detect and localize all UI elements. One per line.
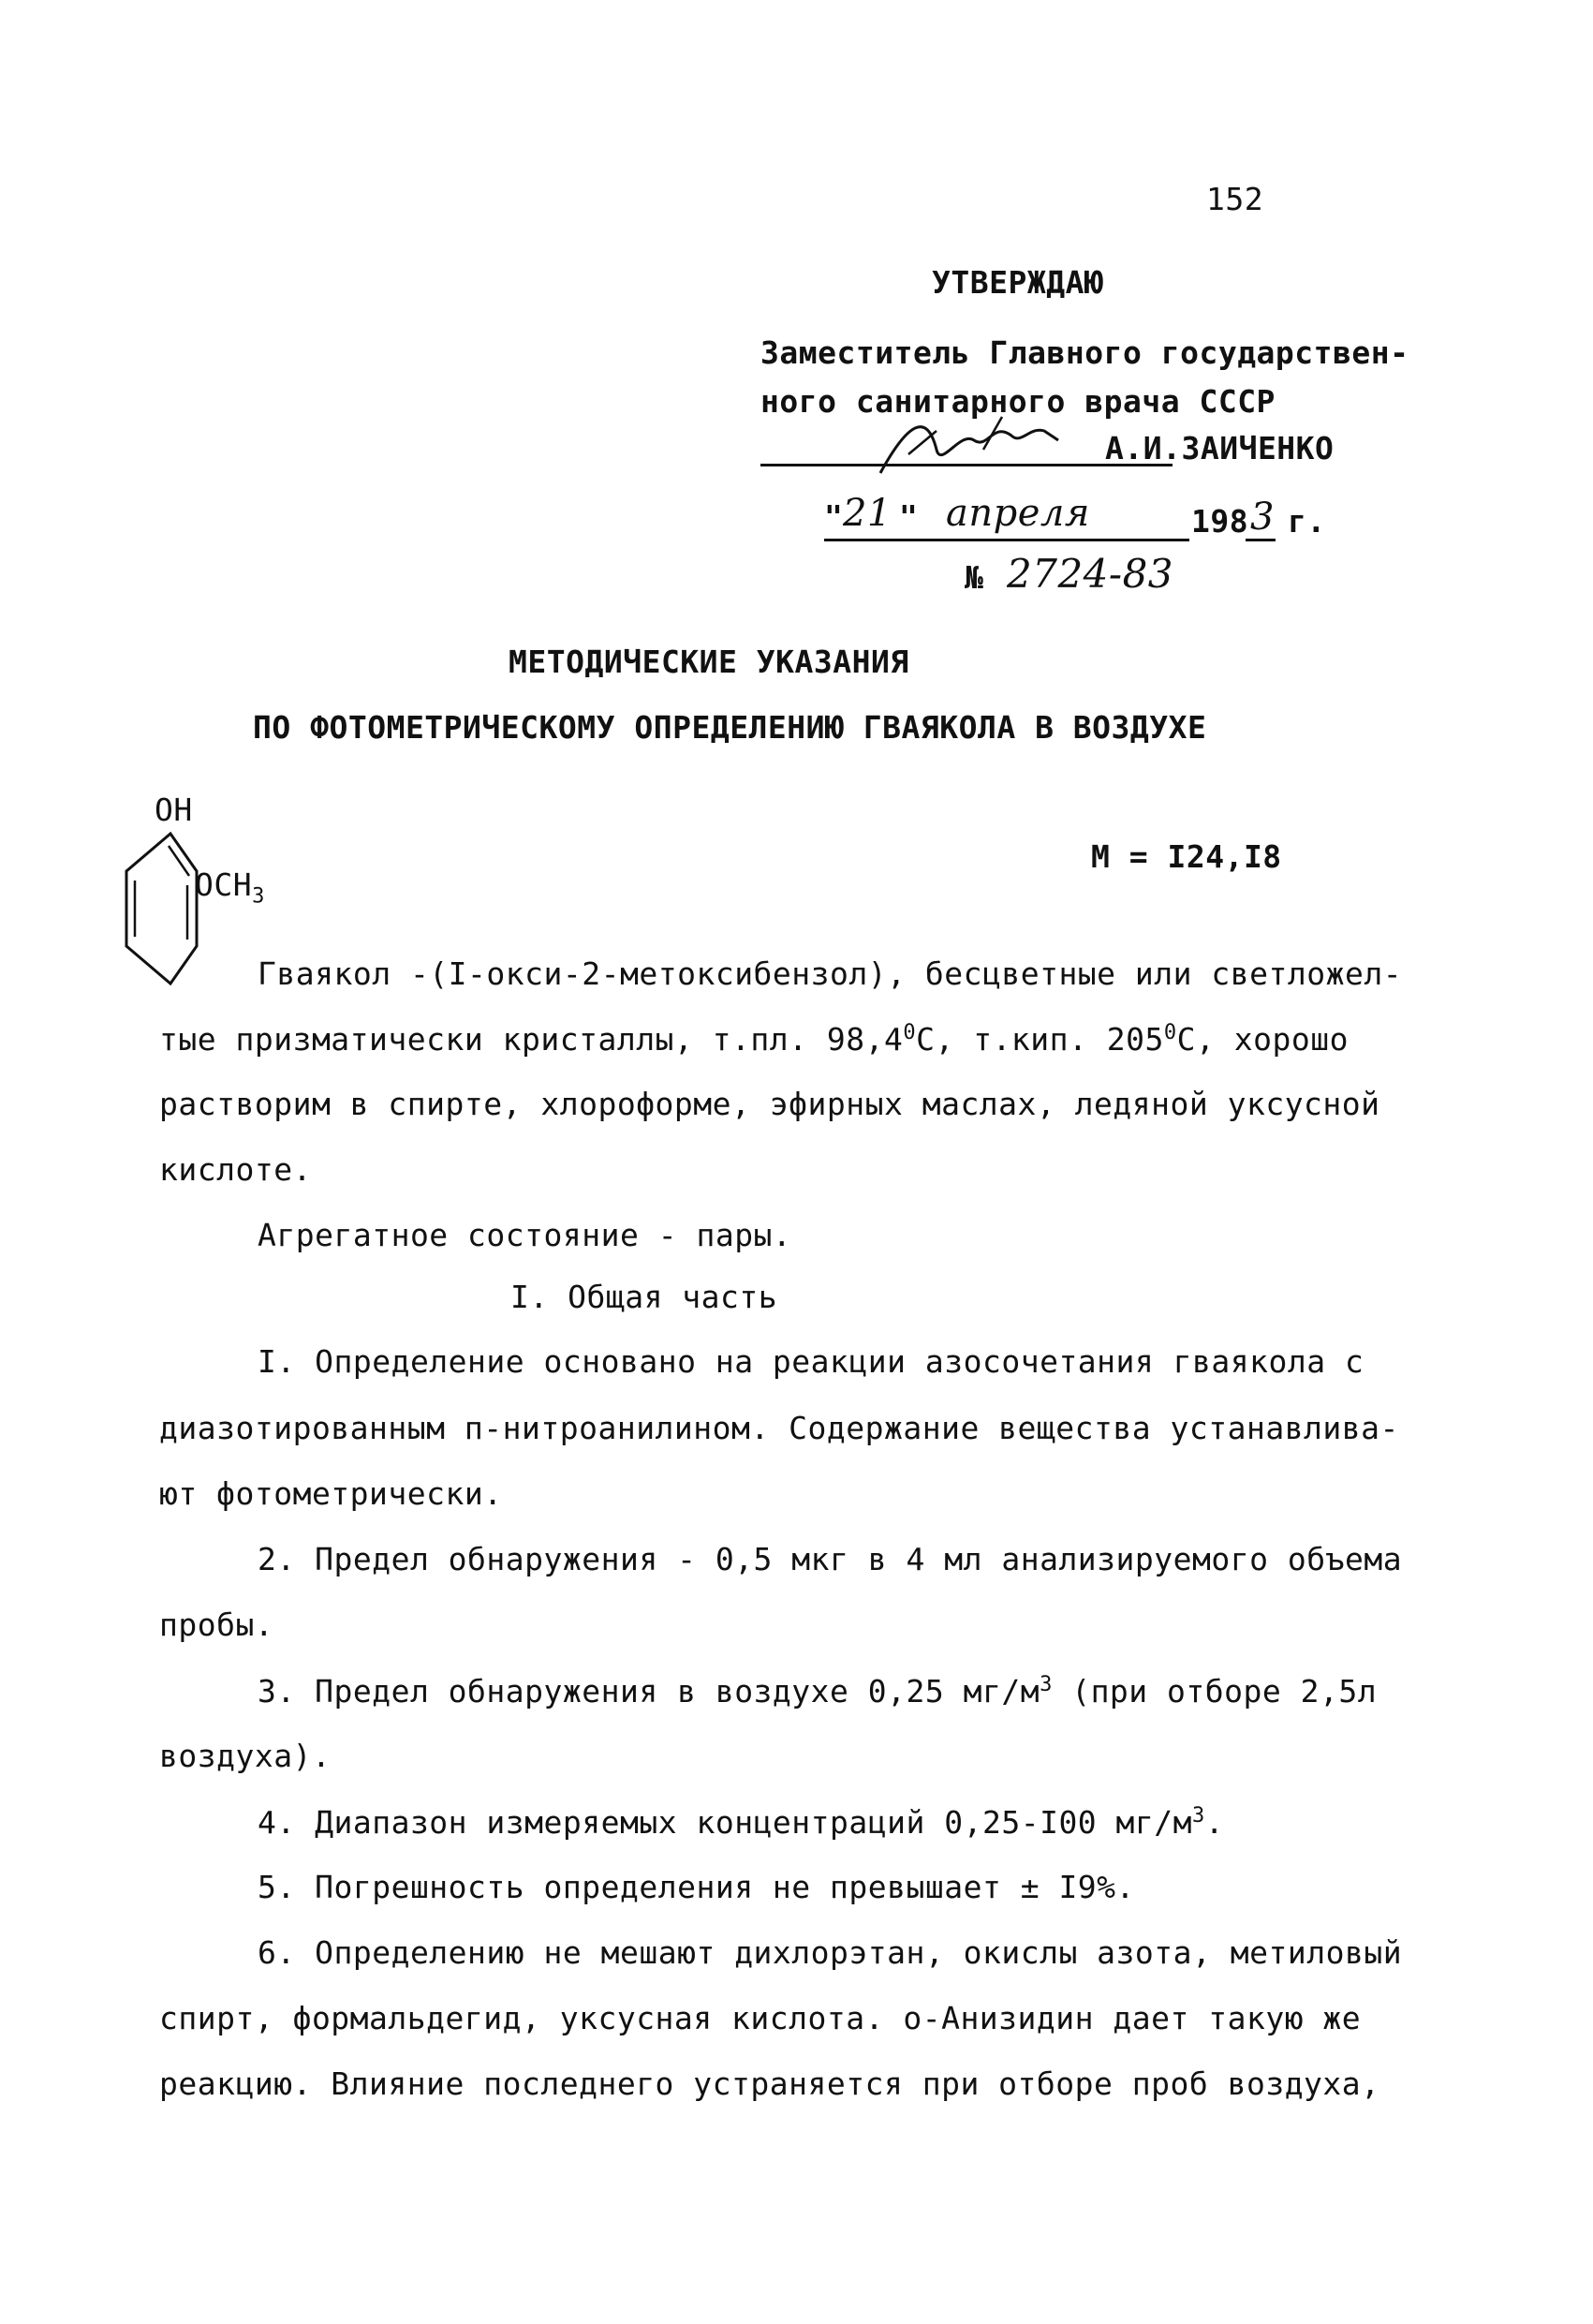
para1-line3: ют фотометрически. [159,1475,503,1512]
number-value: 2724-83 [1007,551,1174,597]
para6-line3: реакцию. Влияние последнего устраняется при отборе проб воздуха, [159,2065,1380,2102]
doc-title-line1: МЕТОДИЧЕСКИЕ УКАЗАНИЯ [509,644,909,680]
description-line1: Гваякол -(I-окси-2-метоксибензол), бесцветные или светложел- [258,955,1403,992]
description-line4: кислоте. [159,1151,312,1188]
date-line [824,539,1189,541]
para1-line2: диазотированным п-нитроанилином. Содержание вещества устанавлива- [159,1410,1399,1446]
para6-line2: спирт, формальдегид, уксусная кислота. о-Анизидин дает такую же [159,2000,1362,2036]
para4: 4. Диапазон измеряемых концентраций 0,25-I00 $мг/м^3$. [258,1804,1225,1841]
molar-mass: М = I24,I8 [1091,838,1282,875]
formula-oh: OH [155,792,193,828]
benzene-ring-diagram [112,829,201,993]
date-day: 21 [843,492,892,535]
approval-position-line2: ного санитарного врача СССР [760,383,1276,420]
date-year-suffix: г. [1288,503,1326,540]
para2-line2: пробы. [159,1606,274,1643]
para1-line1: I. Определение основано на реакции азосочетания гваякола с [258,1343,1364,1380]
handwritten-signature [871,412,1096,482]
approval-position-line1: Заместитель Главного государствен- [760,334,1409,371]
approval-heading: УТВЕРЖДАЮ [932,264,1104,301]
year-digit-line [1246,539,1276,541]
para2-line1: 2. Предел обнаружения - 0,5 мкг в 4 мл анализируемого объема [258,1541,1403,1577]
para3-line1: 3. Предел обнаружения в воздухе 0,25 $мг/м^3$ (при отборе 2,5л [258,1673,1378,1710]
description-line2: тые призматически кристаллы, т.пл. 98,4$^0$С, т.кип. $205^0С$, хорошо [159,1021,1349,1058]
doc-title-line2: ПО ФОТОМЕТРИЧЕСКОМУ ОПРЕДЕЛЕНИЮ ГВАЯКОЛА В ВОЗДУХЕ [253,709,1207,746]
page-number: 152 [1206,181,1264,217]
section-heading: I. Общая часть [510,1279,778,1315]
date-month: апреля [946,492,1090,535]
number-label: № [965,559,984,596]
date-close-quote: " [899,498,919,535]
date-open-quote: " [824,498,844,535]
description-line3: растворим в спирте, хлороформе, эфирных маслах, ледяной уксусной [159,1086,1380,1122]
formula-och3: $OCH_3$ [195,866,265,909]
para6-line1: 6. Определению не мешают дихлорэтан, окислы азота, метиловый [258,1934,1403,1971]
aggregate-state: Агрегатное состояние - пары. [258,1217,792,1253]
date-year-prefix: 198 [1191,503,1249,540]
approval-name: А.И.ЗАИЧЕНКО [1105,430,1335,466]
para3-line2: воздуха). [159,1738,332,1774]
para5: 5. Погрешность определения не превышает ± I9%. [258,1869,1135,1905]
date-year-digit: 3 [1250,496,1275,539]
